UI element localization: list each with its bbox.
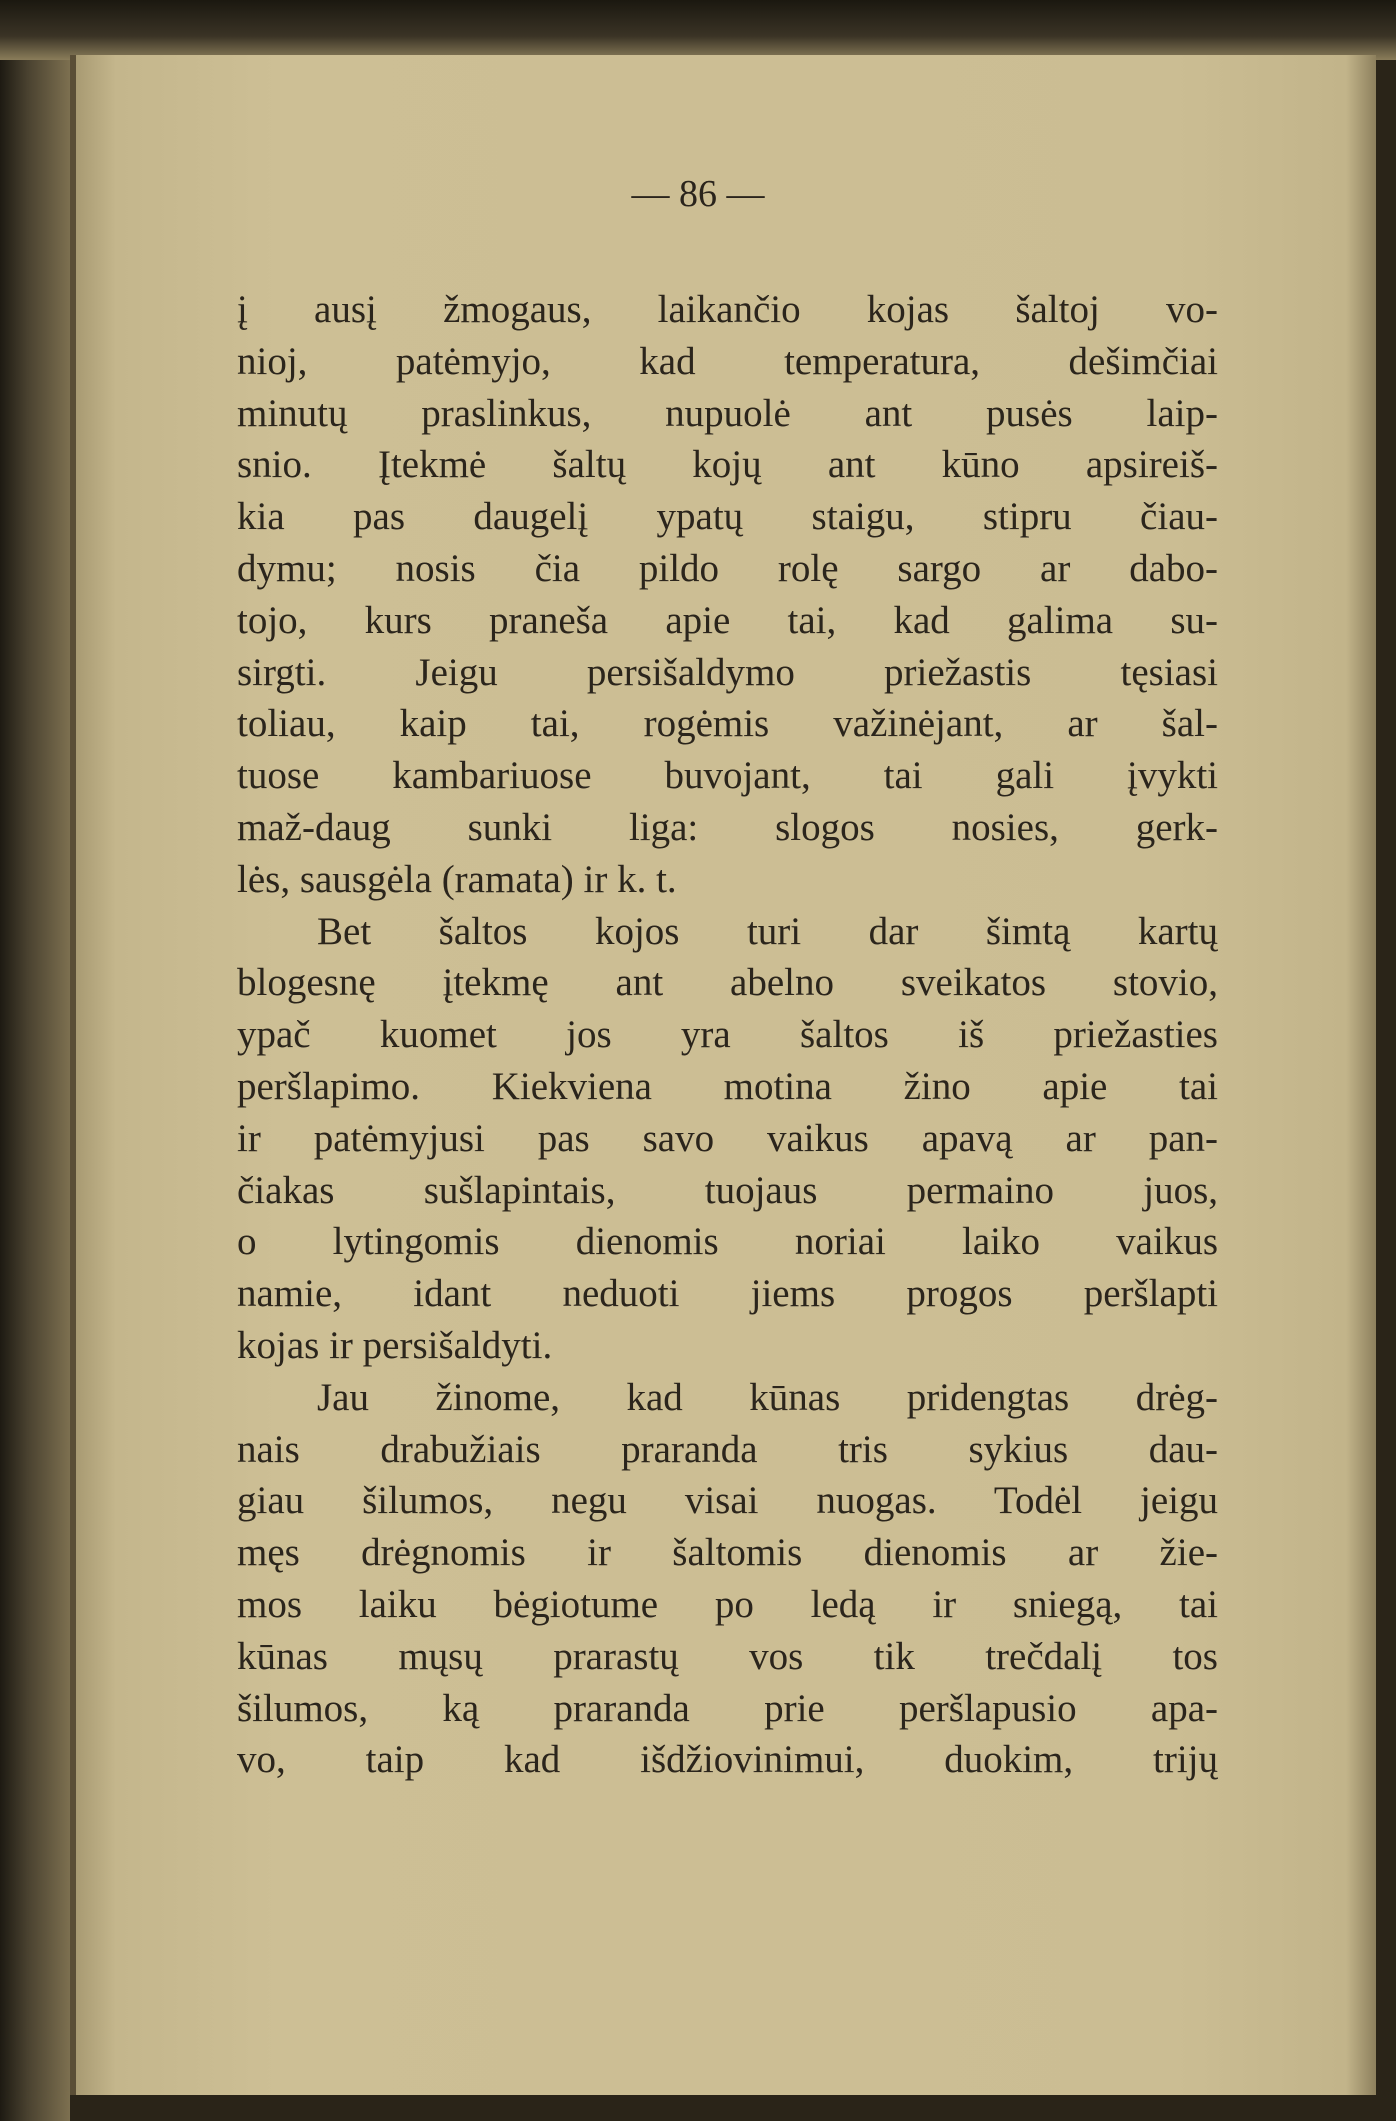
text-line: ir patėmyjusi pas savo vaikus apavą ar pan- xyxy=(237,1116,1218,1160)
text-line: vo, taip kad išdžiovinimui, duokim, trijų xyxy=(237,1738,1218,1782)
text-line: lės, sausgėla (ramata) ir k. t. xyxy=(237,857,677,901)
text-line: peršlapimo. Kiekviena motina žino apie tai xyxy=(237,1064,1218,1108)
book-binding-edge xyxy=(0,0,70,2121)
text-line: maž-daug sunki liga: slogos nosies, gerk- xyxy=(237,805,1218,849)
text-line: sirgti. Jeigu persišaldymo priežastis tęsiasi xyxy=(237,650,1218,694)
text-line: kia pas daugelį ypatų staigu, stipru čiau- xyxy=(237,495,1218,539)
text-line: čiakas sušlapintais, tuojaus permaino juos, xyxy=(237,1168,1218,1212)
text-line: namie, idant neduoti jiems progos peršlapti xyxy=(237,1272,1218,1316)
text-line: o lytingomis dienomis noriai laiko vaikus xyxy=(237,1220,1218,1264)
text-line: šilumos, ką praranda prie peršlapusio apa- xyxy=(237,1686,1218,1730)
text-line: minutų praslinkus, nupuolė ant pusės laip- xyxy=(237,391,1218,435)
body-text xyxy=(237,284,1218,1786)
text-line: tojo, kurs praneša apie tai, kad galima su- xyxy=(237,598,1218,642)
text-line: nioj, patėmyjo, kad temperatura, dešimčiai xyxy=(237,339,1218,383)
text-line: blogesnę įtekmę ant abelno sveikatos stovio, xyxy=(237,961,1218,1005)
text-line: ypač kuomet jos yra šaltos iš priežasties xyxy=(237,1013,1218,1057)
text-line: męs drėgnomis ir šaltomis dienomis ar žie- xyxy=(237,1531,1218,1575)
text-line: į ausį žmogaus, laikančio kojas šaltoj vo- xyxy=(237,288,1218,331)
text-line: giau šilumos, negu visai nuogas. Todėl jeigu xyxy=(237,1479,1218,1523)
text-line: snio. Įtekmė šaltų kojų ant kūno apsireiš- xyxy=(237,443,1218,487)
page-number: — 86 — xyxy=(631,173,765,215)
text-line: mos laiku bėgiotume po ledą ir sniegą, tai xyxy=(237,1582,1218,1626)
text-line: kojas ir persišaldyti. xyxy=(237,1323,553,1367)
page-top-edge xyxy=(0,0,1396,60)
text-line: kūnas mųsų prarastų vos tik trečdalį tos xyxy=(237,1634,1218,1678)
text-line: dymu; nosis čia pildo rolę sargo ar dabo- xyxy=(237,546,1218,590)
text-line: toliau, kaip tai, rogėmis važinėjant, ar šal- xyxy=(237,702,1218,746)
text-line: nais drabužiais praranda tris sykius dau- xyxy=(237,1427,1218,1471)
text-line: Bet šaltos kojos turi dar šimtą kartų xyxy=(317,909,1218,953)
text-line: tuose kambariuose buvojant, tai gali įvykti xyxy=(237,754,1218,798)
text-line: Jau žinome, kad kūnas pridengtas drėg- xyxy=(317,1375,1218,1419)
